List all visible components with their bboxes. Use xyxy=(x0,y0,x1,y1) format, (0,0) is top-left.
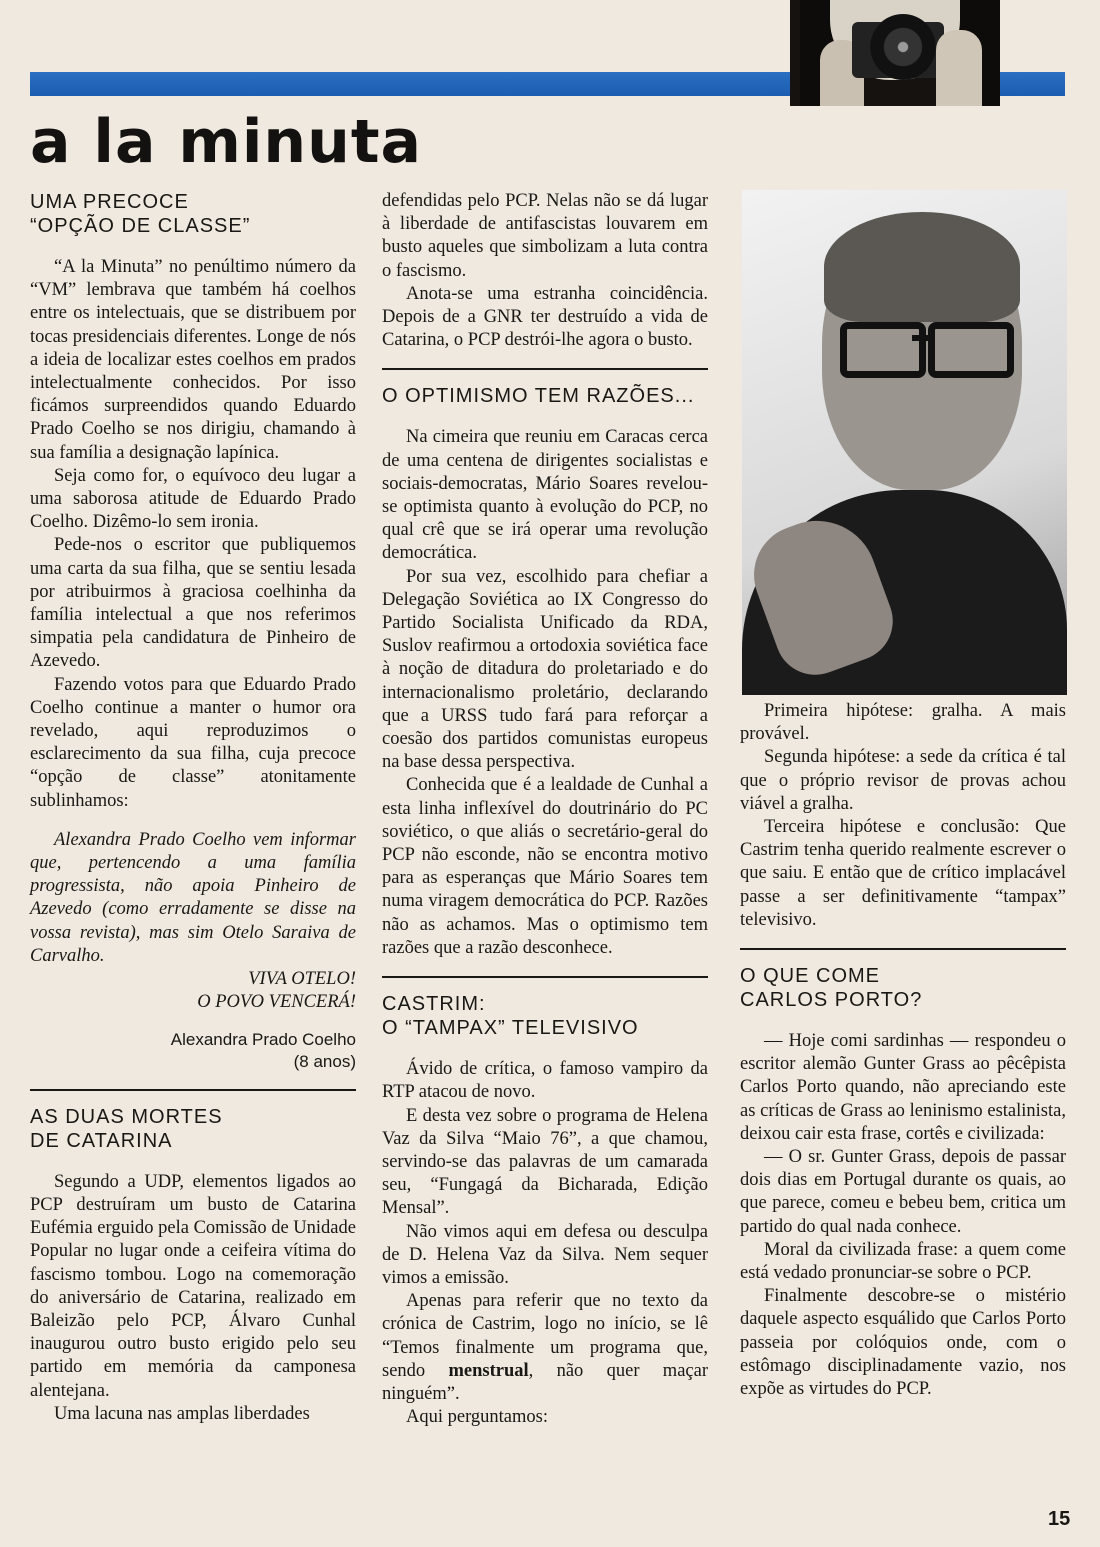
photographer-photo xyxy=(790,0,1000,106)
paragraph: Conhecida que é a lealdade de Cunhal a esta linha inflexível do doutrinário do PC soviético, o que aliás o secretário-geral do PCP não esconde, não se encontra motivo para as esperanças que Mário Soares tem numa viragem democrática do PCP. Razões não as achamos. Mas o optimismo tem razões que a razão desconhece. xyxy=(382,775,708,958)
paragraph: Segundo a UDP, elementos ligados ao PCP destruíram um busto de Catarina Eufémia erguido pela Comissão de Unidade Popular no lugar onde a ceifeira vítima do fascismo tombou. Logo na comemoração do aniversário de Catarina, realizado em Baleizão pelo PCP, Álvaro Cunhal inaugurou outro busto erigido pelo seu partido em memória da camponesa alentejana. xyxy=(30,1171,356,1401)
headline-carlos-porto: O QUE COME CARLOS PORTO? xyxy=(740,965,923,1012)
paragraph: defendidas pelo PCP. Nelas não se dá lugar à liberdade de antifascistas louvarem em busto aqueles que simbolizam a luta contra o fascismo. xyxy=(382,191,708,281)
divider xyxy=(30,1089,356,1091)
paragraph: Na cimeira que reuniu em Caracas cerca de uma centena de dirigentes socialistas e sociais-democratas, Mário Soares revelou-se optimista quanto à evolução do PCP, no qual crê que se irá operar uma revolução democrática. xyxy=(382,427,708,564)
paragraph: Ávido de crítica, o famoso vampiro da RTP atacou de novo. xyxy=(382,1059,708,1103)
headline-catarina: AS DUAS MORTES DE CATARINA xyxy=(30,1105,223,1152)
paragraph: Moral da civilizada frase: a quem come está vedado pronunciar-se sobre o PCP. xyxy=(740,1239,1066,1284)
paragraph: Não vimos aqui em defesa ou desculpa de D. Helena Vaz da Silva. Nem sequer vimos a emissão. xyxy=(382,1221,708,1288)
headline-castrim: CASTRIM: O “TAMPAX” TELEVISIVO xyxy=(382,993,639,1040)
paragraph: Uma lacuna nas amplas liberdades xyxy=(54,1403,310,1424)
paragraph: Pede-nos o escritor que publiquemos uma carta da sua filha, que se sentiu lesada por atribuirmos à graciosa coelhinha da família intelectual a que nos referimos simpatia pela candidatura de Pinheiro de Azevedo. xyxy=(30,535,356,672)
paragraph: Aqui perguntamos: xyxy=(406,1407,548,1428)
column-3 xyxy=(740,700,1066,1401)
signature: Alexandra Prado Coelho (8 anos) xyxy=(170,1029,356,1071)
divider xyxy=(382,368,708,370)
page-number: 15 xyxy=(1048,1508,1071,1530)
paragraph: — Hoje comi sardinhas — respondeu o escritor alemão Gunter Grass ao pêcêpista Carlos Porto quando, não apreciando este as críticas de Grass ao leninismo estalinista, deixou cair esta frase, cortês e civilizada: xyxy=(740,1031,1066,1144)
paragraph: Seja como for, o equívoco deu lugar a uma saborosa atitude de Eduardo Prado Coelho. Dizêmo-lo sem ironia. xyxy=(30,465,356,533)
paragraph: Por sua vez, escolhido para chefiar a Delegação Soviética ao IX Congresso do Partido Socialista Unificado da RDA, Suslov reafirmou a ortodoxia soviética face à noção de ditadura do proletariado e do internacionalismo proletário, declarando que a URSS tudo fará para reforçar a coesão dos partidos comunistas europeus na base dessa perspectiva. xyxy=(382,566,708,773)
paragraph: — O sr. Gunter Grass, depois de passar dois dias em Portugal durante os quais, ao que parece, comeu e bebeu bem, critica um partido do qual nada conhece. xyxy=(740,1147,1066,1237)
column-1 xyxy=(30,190,356,1426)
paragraph: Finalmente descobre-se o mistério daquele aspecto esquálido que Carlos Porto passeia por colóquios onde, com o estômago disciplinadamente vazio, nos expõe as virtudes do PCP. xyxy=(740,1286,1066,1400)
paragraph: “A la Minuta” no penúltimo número da “VM” lembrava que também há coelhos entre os intelectuais, que se distribuem por tocas presidenciais diferentes. Longe de nós a ideia de localizar estes coelhos em prados intelectualmente conhecidos. Por isso ficámos surpreendidos quando Eduardo Prado Coelho se nos dirigiu, chamando à sua família a designação lapínica. xyxy=(30,257,356,463)
paragraph: Apenas para referir que no texto da crónica de Castrim, logo no início, se lê “Temos finalmente um programa que, sendo menstrual, não quer maçar ninguém”. xyxy=(382,1291,708,1404)
portrait-photo xyxy=(742,190,1067,695)
paragraph: Segunda hipótese: a sede da crítica é tal que o próprio revisor de provas achou viável a gralha. xyxy=(740,747,1066,814)
paragraph: Primeira hipótese: gralha. A mais provável. xyxy=(740,701,1066,745)
divider xyxy=(382,976,708,978)
paragraph: Fazendo votos para que Eduardo Prado Coelho continue a manter o humor ora revelado, aqui reproduzimos o esclarecimento da sua filha, cuja precoce “opção de classe” atonitamente sublinhamos: xyxy=(30,674,356,811)
letter-quote: Alexandra Prado Coelho vem informar que, pertencendo a uma família progressista, não apoia Pinheiro de Azevedo (como erradamente se disse na vossa revista), mas sim Otelo Saraiva de Carvalho. VIVA OTELO! O POVO VENCERÁ! xyxy=(30,829,356,1013)
paragraph: E desta vez sobre o programa de Helena Vaz da Silva “Maio 76”, a que chamou, servindo-se das palavras de um camarada seu, “Fungagá da Bicharada, Edição Mensal”. xyxy=(382,1105,708,1219)
camera-lens-icon xyxy=(870,14,936,80)
paragraph: Anota-se uma estranha coincidência. Depois de a GNR ter destruído a vida de Catarina, o PCP destrói-lhe agora o busto. xyxy=(382,283,708,351)
column-2 xyxy=(382,190,708,1429)
paragraph: Terceira hipótese e conclusão: Que Castrim tenha querido realmente escrever o que saiu. E então que de crítico implacável passe a ser definitivamente “tampax” televisivo. xyxy=(740,817,1066,930)
headline-optimismo: O OPTIMISMO TEM RAZÕES... xyxy=(382,385,695,408)
section-masthead: a la minuta xyxy=(30,107,423,177)
divider xyxy=(740,948,1066,950)
headline-precoce: UMA PRECOCE “OPÇÃO DE CLASSE” xyxy=(30,191,251,237)
